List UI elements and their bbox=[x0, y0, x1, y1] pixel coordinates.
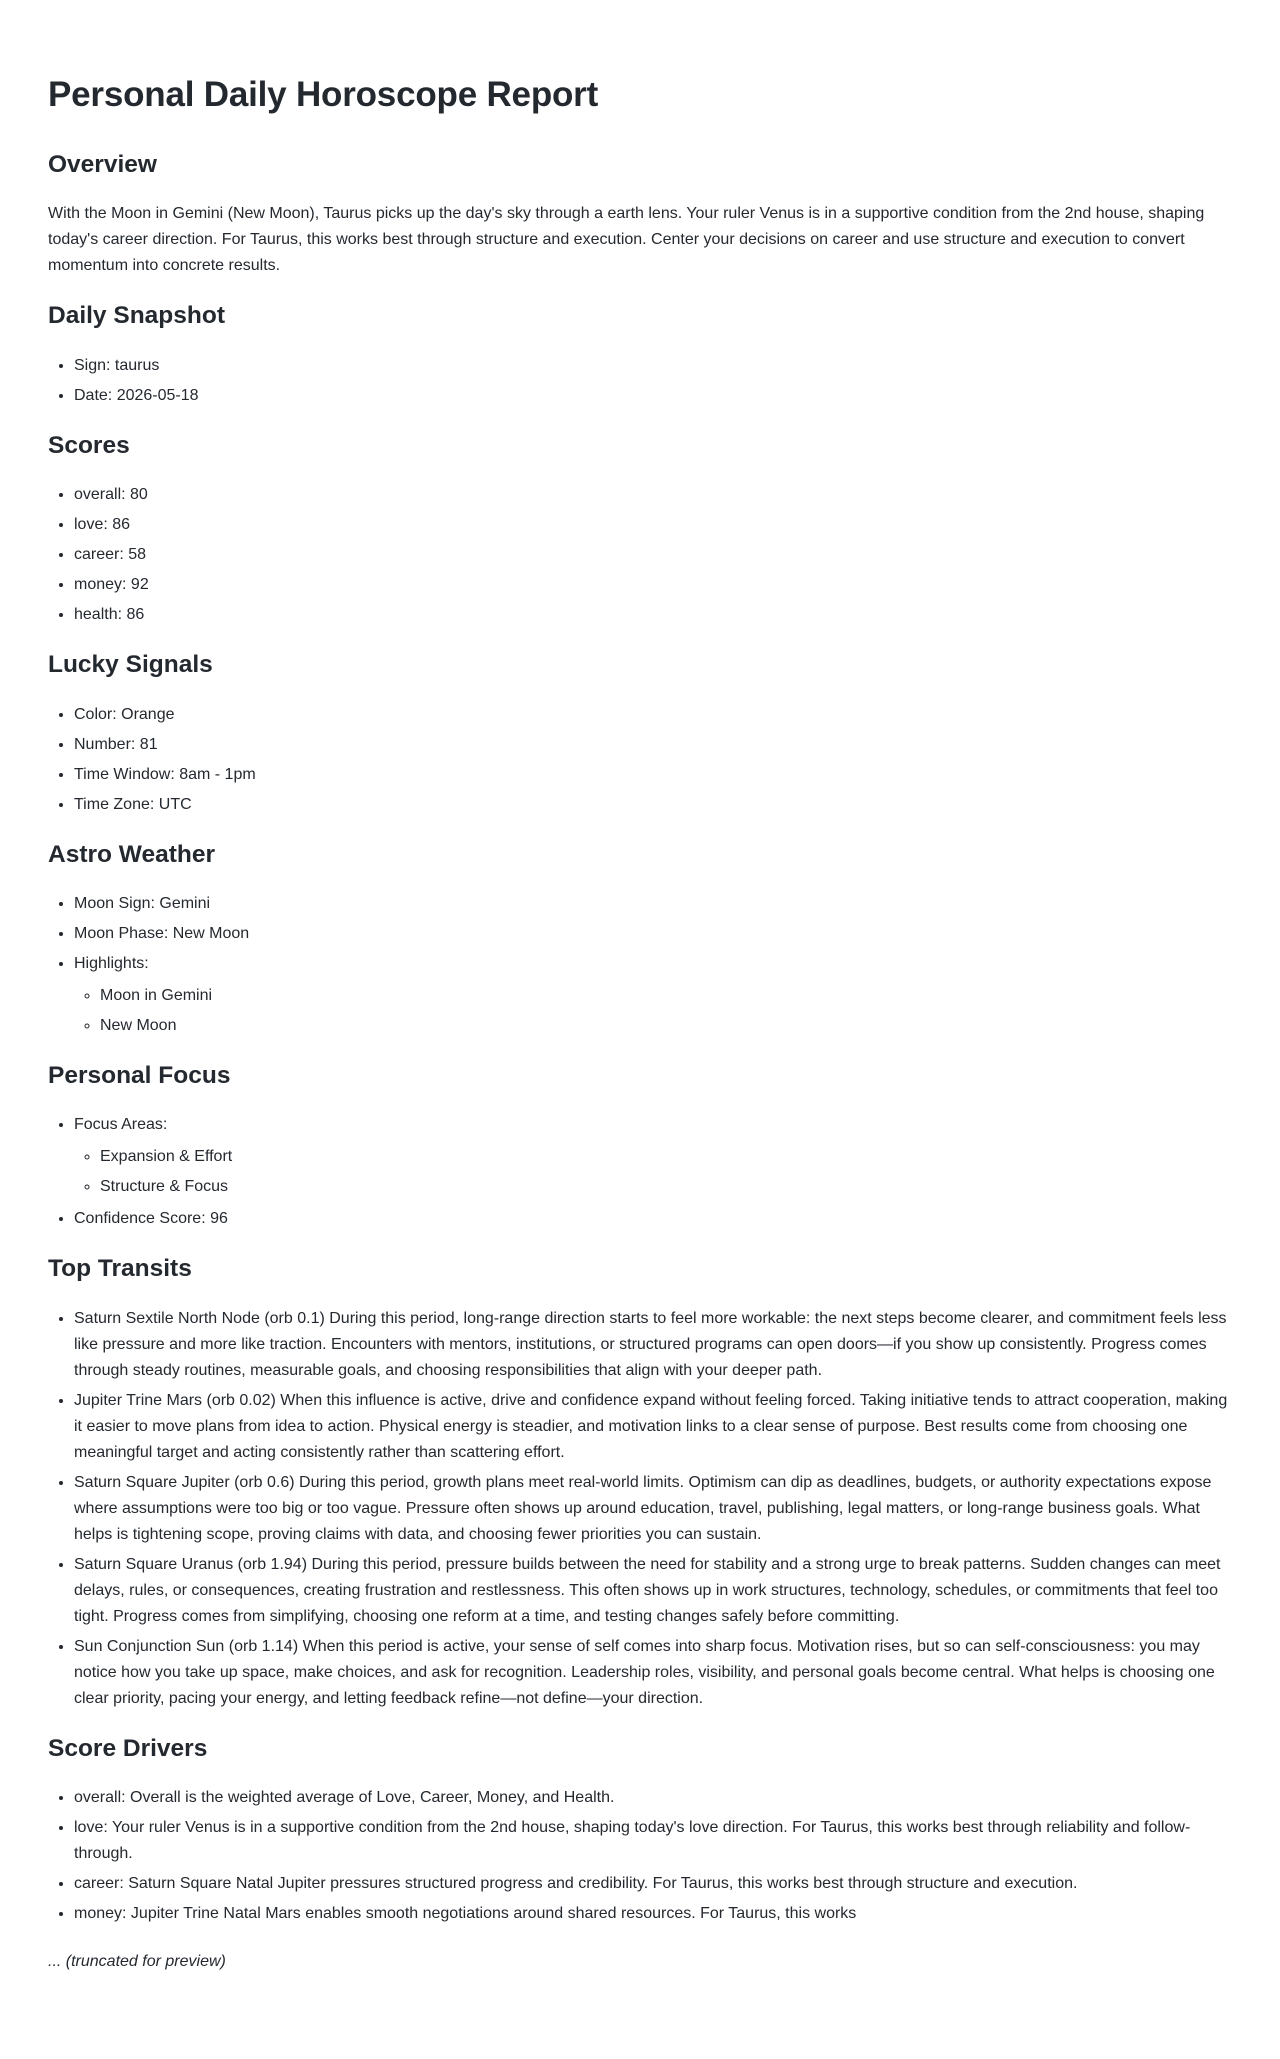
transit-item: • Jupiter Trine Mars (orb 0.02) When this influence is active, drive and confidence expand without feeling forced. Taking initiative tends to attract cooperation, making it easier to move plans from idea to action. Physical energy is steadier, and motivation links to a clear sense of purpose. Best results come from choosing one meaningful target and acting consistently rather than scattering effort. bbox=[74, 1388, 1232, 1466]
astro-weather-section bbox=[48, 840, 1232, 1039]
transit-item: • Saturn Square Jupiter (orb 0.6) During this period, growth plans meet real-world limits. Optimism can dip as deadlines, budgets, or authority expectations expose where assumptions were too big or too vague. Pressure often shows up around education, travel, publishing, legal matters, or long-range business goals. What helps is tightening scope, proving claims with data, and choosing fewer priorities you can sustain. bbox=[74, 1470, 1232, 1548]
driver-item: • career: Saturn Square Natal Jupiter pressures structured progress and credibility. For Taurus, this works best through structure and execution. bbox=[74, 1871, 1232, 1897]
score-health: • health: 86 bbox=[74, 602, 1232, 628]
personal-focus-section bbox=[48, 1061, 1232, 1232]
top-transits-section bbox=[48, 1254, 1232, 1711]
transit-item: • Sun Conjunction Sun (orb 1.14) When this period is active, your sense of self comes into sharp focus. Motivation rises, but so can self-consciousness: you may notice how you take up space, make choices, and ask for recognition. Leadership roles, visibility, and personal goals become central. What helps is choosing one clear priority, pacing your energy, and letting feedback refine—not define—your direction. bbox=[74, 1634, 1232, 1712]
lucky-time-zone: • Time Zone: UTC bbox=[74, 792, 1232, 818]
scores-section bbox=[48, 431, 1232, 628]
moon-phase: • Moon Phase: New Moon bbox=[74, 921, 1232, 947]
snapshot-sign: • Sign: taurus bbox=[74, 353, 1232, 379]
lucky-signals-heading: Lucky Signals bbox=[48, 651, 213, 679]
driver-item: • overall: Overall is the weighted average of Love, Career, Money, and Health. bbox=[74, 1785, 1232, 1811]
astro-weather-list bbox=[48, 891, 1232, 1039]
score-money: • money: 92 bbox=[74, 572, 1232, 598]
astro-weather-heading: Astro Weather bbox=[48, 840, 216, 868]
driver-item: • money: Jupiter Trine Natal Mars enables smooth negotiations around shared resources. For Taurus, this works bbox=[74, 1901, 1232, 1927]
driver-item: • love: Your ruler Venus is in a supportive condition from the 2nd house, shaping today's love direction. For Taurus, this works best through reliability and follow-through. bbox=[74, 1815, 1232, 1867]
focus-areas-list bbox=[74, 1144, 1232, 1200]
focus-area: ◦ Structure & Focus bbox=[100, 1174, 1232, 1200]
lucky-number: • Number: 81 bbox=[74, 732, 1232, 758]
snapshot-date: • Date: 2026-05-18 bbox=[74, 383, 1232, 409]
focus-areas-label: Focus Areas: bbox=[74, 1116, 168, 1134]
top-transits-heading: Top Transits bbox=[48, 1255, 192, 1283]
scores-list bbox=[48, 482, 1232, 628]
highlight-item: ◦ New Moon bbox=[100, 1013, 1232, 1039]
scores-heading: Scores bbox=[48, 431, 130, 459]
overview-heading: Overview bbox=[48, 151, 157, 178]
daily-snapshot-heading: Daily Snapshot bbox=[48, 302, 225, 330]
score-drivers-section bbox=[48, 1734, 1232, 1927]
transit-item: • Saturn Square Uranus (orb 1.94) During this period, pressure builds between the need for stability and a strong urge to break patterns. Sudden changes can meet delays, rules, or consequences, creating frustration and restlessness. This often shows up in work structures, technology, schedules, or commitments that feel too tight. Progress comes from simplifying, choosing one reform at a time, and testing changes safely before committing. bbox=[74, 1552, 1232, 1630]
score-drivers-list bbox=[48, 1785, 1232, 1927]
focus-area: ◦ Expansion & Effort bbox=[100, 1144, 1232, 1170]
confidence-score: • Confidence Score: 96 bbox=[74, 1206, 1232, 1232]
daily-snapshot-list bbox=[48, 353, 1232, 409]
lucky-signals-list bbox=[48, 702, 1232, 818]
transit-item: • Saturn Sextile North Node (orb 0.1) During this period, long-range direction starts to feel more workable: the next steps become clearer, and commitment feels less like pressure and more like traction. Encounters with mentors, institutions, or structured programs can open doors—if you show up consistently. Progress comes through steady routines, measurable goals, and choosing responsibilities that align with your deeper path. bbox=[74, 1306, 1232, 1384]
score-overall: • overall: 80 bbox=[74, 482, 1232, 508]
truncated-note: ... (truncated for preview) bbox=[48, 1953, 226, 1971]
lucky-time-window: • Time Window: 8am - 1pm bbox=[74, 762, 1232, 788]
lucky-signals-section bbox=[48, 650, 1232, 817]
highlights-list bbox=[74, 983, 1232, 1039]
personal-focus-heading: Personal Focus bbox=[48, 1061, 231, 1089]
personal-focus-list bbox=[48, 1112, 1232, 1232]
highlight-item: ◦ Moon in Gemini bbox=[100, 983, 1232, 1009]
highlights-item bbox=[74, 951, 1232, 1039]
score-love: • love: 86 bbox=[74, 512, 1232, 538]
top-transits-list bbox=[48, 1306, 1232, 1712]
daily-snapshot-section bbox=[48, 301, 1232, 408]
page-title: Personal Daily Horoscope Report bbox=[48, 75, 599, 114]
highlights-label: Highlights: bbox=[74, 954, 149, 972]
overview-section bbox=[48, 150, 1232, 279]
overview-text: With the Moon in Gemini (New Moon), Taurus picks up the day's sky through a earth lens. Your ruler Venus is in a supportive condition from the 2nd house, shaping today's career direction. For Taurus, this works best through structure and execution. Center your decisions on career and use structure and execution to convert momentum into concrete results. bbox=[48, 205, 1205, 275]
score-drivers-heading: Score Drivers bbox=[48, 1734, 208, 1762]
lucky-color: • Color: Orange bbox=[74, 702, 1232, 728]
score-career: • career: 58 bbox=[74, 542, 1232, 568]
focus-areas-item bbox=[74, 1112, 1232, 1200]
moon-sign: • Moon Sign: Gemini bbox=[74, 891, 1232, 917]
